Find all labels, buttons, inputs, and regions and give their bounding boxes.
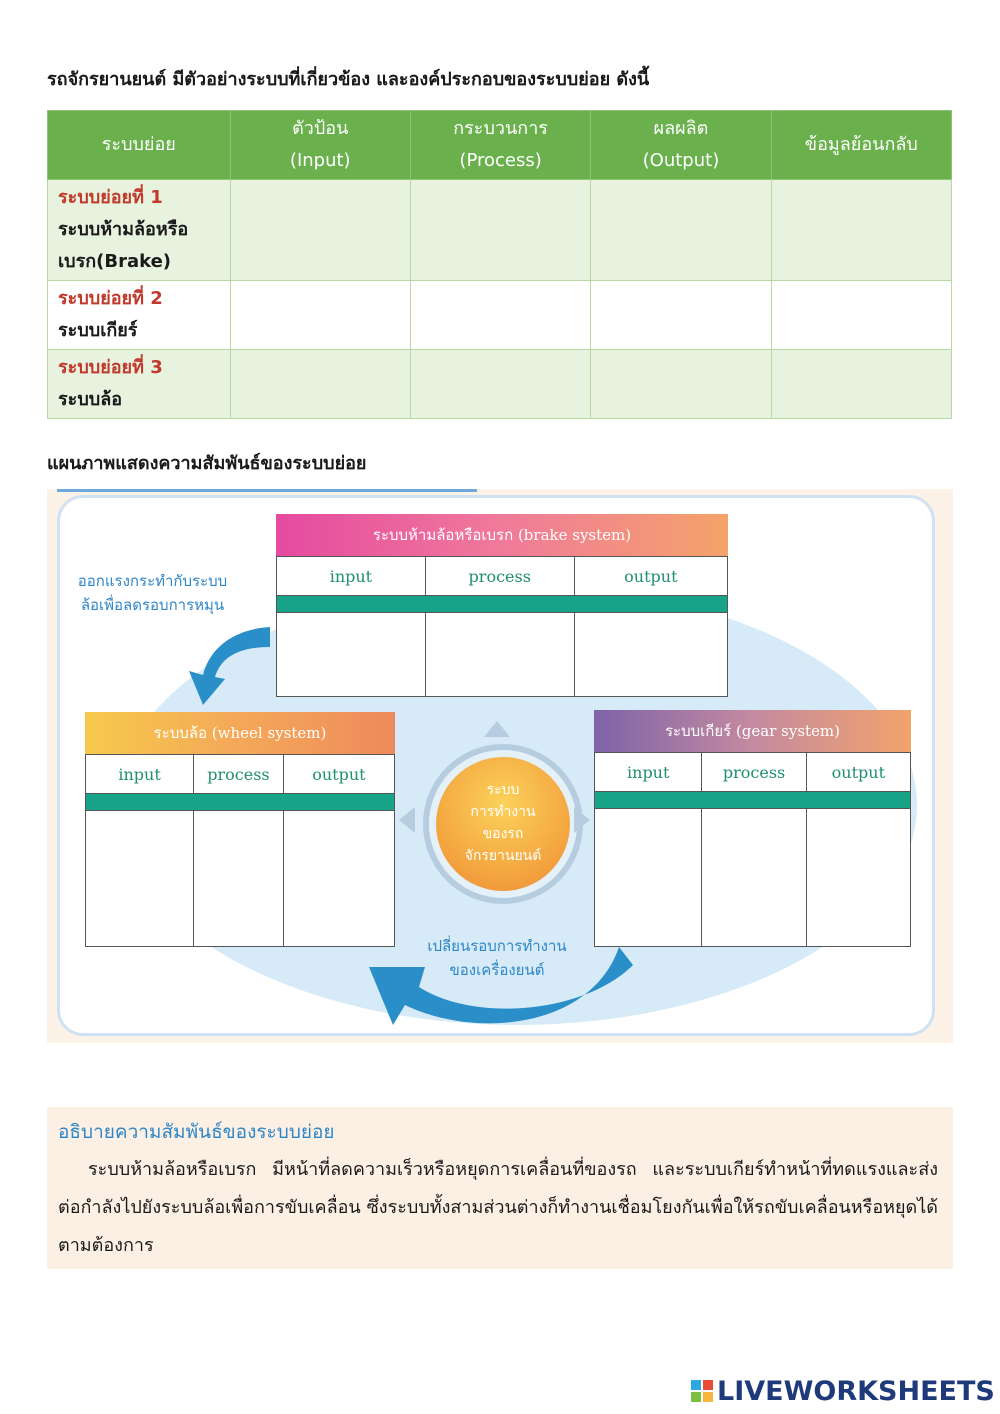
wheel-table — [85, 754, 395, 947]
center-line-2: การทำงาน — [470, 804, 536, 820]
wheel-output-answer[interactable] — [283, 811, 394, 947]
brake-teal-bar — [277, 596, 728, 613]
table-header-row — [48, 111, 952, 180]
brake-process-label: process — [425, 557, 574, 596]
wheel-output-label: output — [283, 755, 394, 794]
brake-system-title: ระบบห้ามล้อหรือเบรก (brake system) — [276, 514, 728, 556]
brake-process-answer[interactable] — [425, 613, 574, 697]
table-row — [48, 180, 952, 281]
header-feedback: ข้อมูลย้อนกลับ — [771, 111, 951, 180]
brake-to-wheel-note — [65, 569, 240, 617]
gear-output-label: output — [806, 753, 910, 792]
process-answer-cell[interactable] — [410, 281, 590, 350]
liveworksheets-logo-icon — [691, 1380, 713, 1402]
wheel-input-answer[interactable] — [86, 811, 194, 947]
intro-text: รถจักรยานยนต์ มีตัวอย่างระบบที่เกี่ยวข้อง และองค์ประกอบของระบบย่อย ดังนี้ — [47, 69, 650, 90]
brake-system-box — [276, 514, 728, 697]
explanation-body: ระบบห้ามล้อหรือเบรก มีหน้าที่ลดความเร็วหรือหยุดการเคลื่อนที่ของรถ และระบบเกียร์ทำหน้าที่ทดแรงและส่งต่อกำลังไปยังระบบล้อเพื่อการขับเคลื่อน ซึ่งระบบทั้งสามส่วนต่างก็ทำงานเชื่อมโยงกันเพื่อให้รถขับเคลื่อนหรือหยุดได้ตามต้องการ — [58, 1159, 938, 1256]
gear-input-answer[interactable] — [595, 809, 702, 947]
triangle-up-icon — [484, 721, 510, 737]
center-motorcycle-system — [436, 757, 570, 891]
header-process: กระบวนการ (Process) — [410, 111, 590, 180]
output-answer-cell[interactable] — [591, 281, 771, 350]
input-answer-cell[interactable] — [230, 281, 410, 350]
subsystem-cell — [48, 350, 231, 419]
gear-input-label: input — [595, 753, 702, 792]
table-row — [48, 281, 952, 350]
gear-process-label: process — [702, 753, 806, 792]
note-bottom-line-1: เปลี่ยนรอบการทำงาน — [427, 937, 567, 955]
subsystem-cell — [48, 281, 231, 350]
header-output: ผลผลิต (Output) — [591, 111, 771, 180]
input-answer-cell[interactable] — [230, 350, 410, 419]
explanation-title: อธิบายความสัมพันธ์ของระบบย่อย — [58, 1121, 335, 1143]
feedback-answer-cell[interactable] — [771, 350, 951, 419]
wheel-process-label: process — [194, 755, 284, 794]
gear-system-box — [594, 710, 911, 947]
center-line-3: ของรถ — [482, 826, 524, 842]
wheel-system-box — [85, 712, 395, 947]
brake-output-answer[interactable] — [574, 613, 727, 697]
gear-output-answer[interactable] — [806, 809, 910, 947]
subsystem-name-2: เบรก(Brake) — [58, 251, 172, 272]
subsystem-cell — [48, 180, 231, 281]
diagram-top-line — [57, 489, 477, 492]
brake-output-label: output — [574, 557, 727, 596]
gear-process-answer[interactable] — [702, 809, 806, 947]
brake-input-label: input — [277, 557, 426, 596]
note-top-line-1: ออกแรงกระทำกับระบบ — [77, 572, 228, 590]
table-row — [48, 350, 952, 419]
center-line-4: จักรยานยนต์ — [464, 848, 542, 864]
feedback-answer-cell[interactable] — [771, 180, 951, 281]
brake-table — [276, 556, 728, 697]
header-input: ตัวป้อน (Input) — [230, 111, 410, 180]
wheel-process-answer[interactable] — [194, 811, 284, 947]
feedback-answer-cell[interactable] — [771, 281, 951, 350]
gear-teal-bar — [595, 792, 911, 809]
diagram-title: แผนภาพแสดงความสัมพันธ์ของระบบย่อย — [47, 453, 367, 474]
triangle-left-icon — [399, 807, 415, 833]
subsystem-table — [47, 110, 952, 419]
brake-input-answer[interactable] — [277, 613, 426, 697]
output-answer-cell[interactable] — [591, 180, 771, 281]
gear-table — [594, 752, 911, 947]
curved-arrow-top-icon — [175, 617, 275, 709]
process-answer-cell[interactable] — [410, 350, 590, 419]
subsystem-diagram — [47, 489, 953, 1043]
liveworksheets-brand — [691, 1375, 995, 1407]
center-line-1: ระบบ — [486, 782, 520, 798]
explanation-box — [47, 1107, 953, 1269]
subsystem-number: ระบบย่อยที่ 3 — [58, 357, 163, 378]
header-subsystem: ระบบย่อย — [48, 111, 231, 180]
input-answer-cell[interactable] — [230, 180, 410, 281]
subsystem-name: ระบบห้ามล้อหรือ — [58, 219, 189, 240]
triangle-right-icon — [574, 807, 590, 833]
brand-text: LIVEWORKSHEETS — [717, 1375, 995, 1407]
subsystem-name: ระบบเกียร์ — [58, 320, 138, 341]
subsystem-number: ระบบย่อยที่ 2 — [58, 288, 163, 309]
subsystem-name: ระบบล้อ — [58, 389, 123, 410]
wheel-teal-bar — [86, 794, 395, 811]
wheel-input-label: input — [86, 755, 194, 794]
subsystem-number: ระบบย่อยที่ 1 — [58, 187, 163, 208]
wheel-system-title: ระบบล้อ (wheel system) — [85, 712, 395, 754]
gear-system-title: ระบบเกียร์ (gear system) — [594, 710, 911, 752]
note-top-line-2: ล้อเพื่อลดรอบการหมุน — [80, 596, 225, 614]
process-answer-cell[interactable] — [410, 180, 590, 281]
curved-arrow-bottom-icon — [365, 939, 637, 1031]
note-bottom-line-2: ของเครื่องยนต์ — [449, 961, 545, 979]
output-answer-cell[interactable] — [591, 350, 771, 419]
